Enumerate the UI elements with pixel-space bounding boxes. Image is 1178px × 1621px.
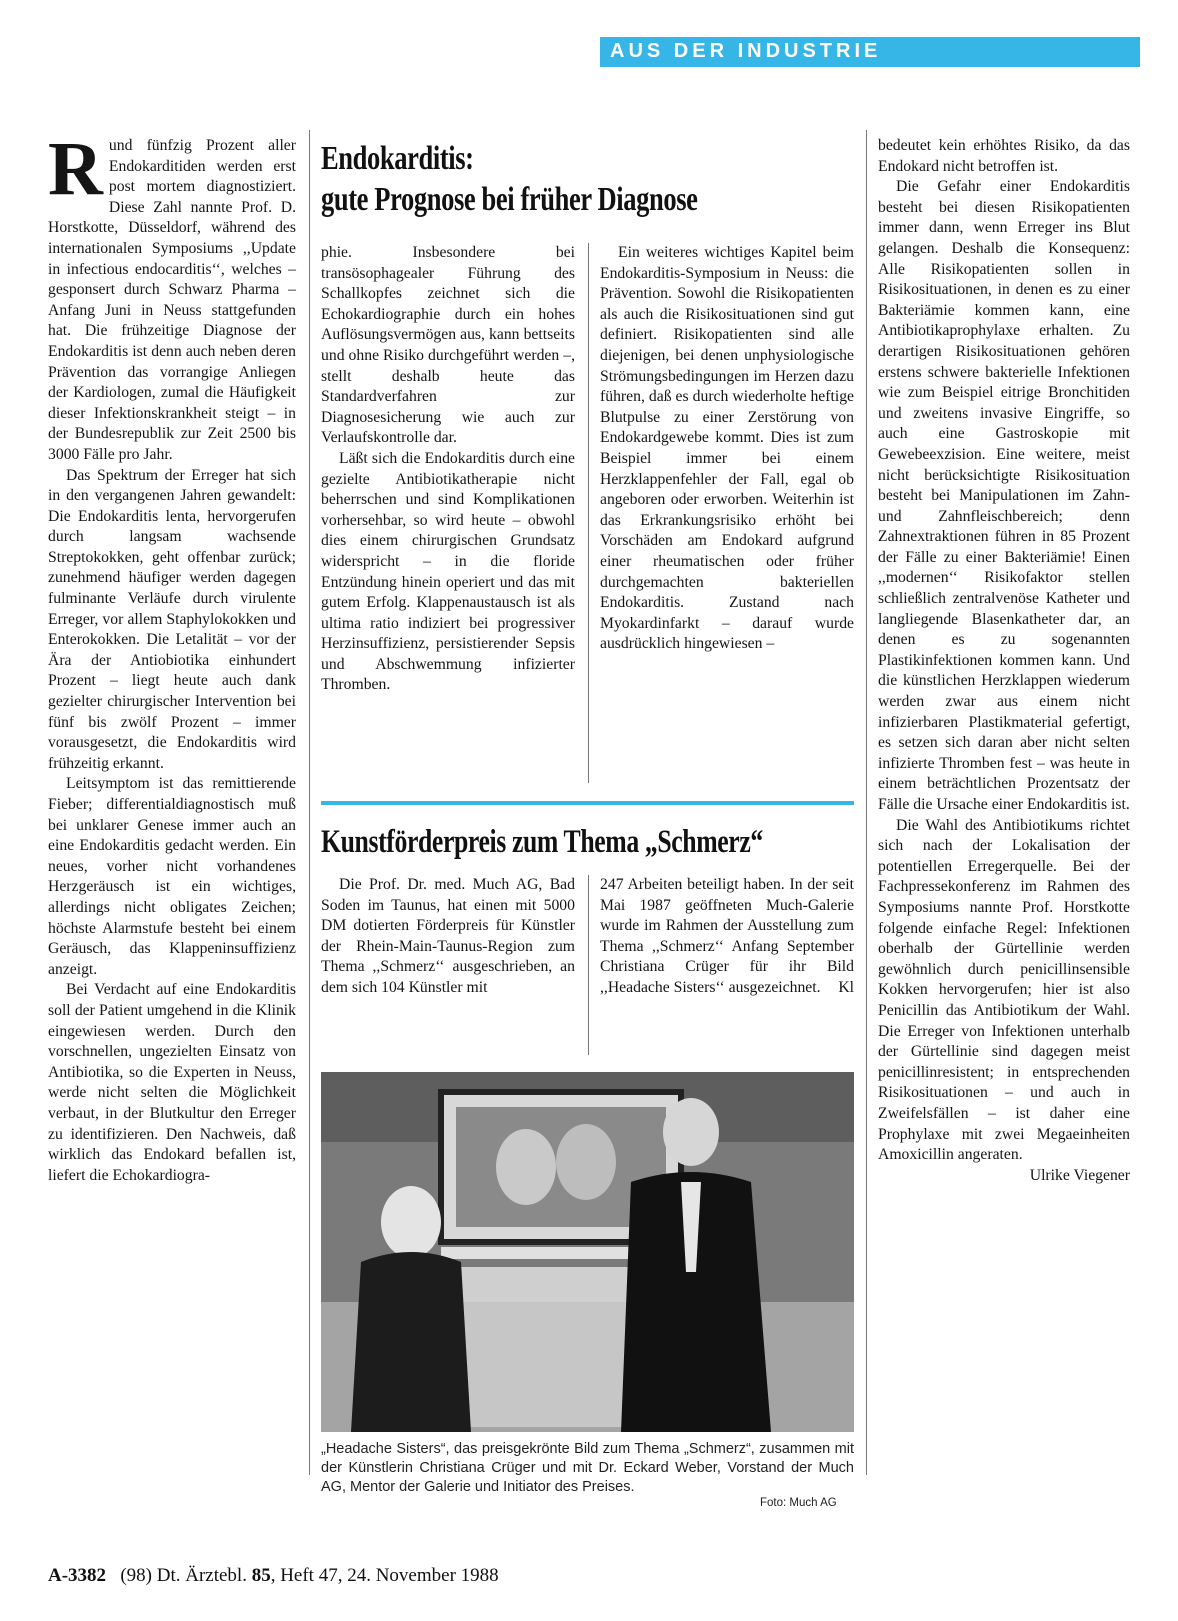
paragraph-text: 247 Arbeiten beteiligt haben. In der seit Mai 1987 geöffneten Much-Galerie wurde im Rahmen der Ausstellung zum Thema ,,Schmerz‘‘ Anfang September Christiana Crüger für ihr Bild ,,Headache Sisters‘‘ ausgezeichnet. — [600, 876, 854, 996]
paragraph: Die Prof. Dr. med. Much AG, Bad Soden im Taunus, hat einen mit 5000 DM dotierten Förderpreis für Künstler der Rhein-Main-Taunus-Region zum Thema ,,Schmerz‘‘ ausgeschrieben, an dem sich 104 Künstler mit — [321, 876, 575, 996]
column-rule — [309, 130, 310, 1475]
photo-credit: Foto: Much AG — [760, 1497, 837, 1509]
drop-cap: R — [48, 127, 103, 211]
author-signature: Kl — [838, 978, 854, 996]
section-banner-label: AUS DER INDUSTRIE — [610, 40, 882, 62]
page-footer — [48, 1565, 499, 1587]
article-column-2 — [321, 243, 575, 696]
article2-column-1 — [321, 875, 575, 999]
article-headline: Kunstförderpreis zum Thema „Schmerz“ — [321, 824, 763, 860]
author-signature: Ulrike Viegener — [1029, 1166, 1130, 1184]
paragraph: Bei Verdacht auf eine Endokarditis soll der Patient umgehend in die Klinik eingewiesen werden. Durch den vorschnellen, ungezielten Einsatz von Antibiotika, so die Experten in Neuss, werde nicht selten die Möglichkeit verbaut, in der Blutkultur den Erreger zu identifizieren. Den Nachweis, daß wirklich das Endokard befallen ist, liefert die Echokardiogra- — [48, 981, 296, 1184]
column-rule — [866, 130, 867, 1475]
journal-ref: (98) Dt. Ärztebl. — [120, 1565, 247, 1586]
paragraph: Ein weiteres wichtiges Kapitel beim Endokarditis-Symposium in Neuss: die Prävention. Sowohl die Risikopatienten als auch die Risikosituationen sind gut definiert. Risikopatienten sind alle diejenigen, bei denen unphysiologische Strömungsbedingungen im Herzen dazu führen, daß es durch wiederholte heftige Blutpulse zu einer Zerstörung von Endokardgewebe kommt. Dies ist zum Beispiel immer bei einem Herzklappenfehler der Fall, egal ob angeboren oder erworben. Weiterhin ist das Erkrankungsrisiko erhöht bei Vorschäden am Endokard aufgrund einer rheumatischen oder früher durchgemachten bakteriellen Endokarditis. Zustand nach Myokardinfarkt – darauf wurde ausdrücklich hingewiesen – — [600, 244, 854, 653]
page-code: A-3382 — [48, 1565, 107, 1586]
photo-illustration — [321, 1072, 854, 1432]
headline-line-2: gute Prognose bei früher Diagnose — [321, 181, 698, 218]
article2-column-2 — [600, 875, 854, 999]
photo-caption: „Headache Sisters“, das preisgekrönte Bild zum Thema „Schmerz“, zusammen mit der Künstlerin Christiana Crüger und mit Dr. Eckard Weber, Vorstand der Much AG, Mentor der Galerie und Initiator des Preises. — [321, 1441, 854, 1495]
paragraph: phie. Insbesondere bei transösophagealer Führung des Schallkopfes zeichnet sich die Echokardiographie durch ein hohes Auflösungsvermögen aus, kann bettseits und ohne Risiko durchgeführt werden –, stellt deshalb heute das Standardverfahren zur Diagnosesicherung wie auch zur Verlaufskontrolle dar. — [321, 244, 575, 447]
paragraph-text: Die Wahl des Antibiotikums richtet sich nach der Lokalisation der potentiellen Erregerquelle. Bei der Fachpressekonferenz im Rahmen des Symposiums nannte Prof. Horstkotte folgende einfache Regel: Infektionen oberhalb der Gürtellinie werden gewöhnlich durch penicillinsensible Kokken hervorgerufen; hier ist also Penicillin das Antibiotikum der Wahl. Die Erreger von Infektionen unterhalb der Gürtellinie sind dagegen meist penicillinresistent; in entsprechenden Risikosituationen – und auch in Zweifelsfällen – ist daher eine Prophylaxe mit zwei Megaeinheiten Amoxicillin angeraten. — [878, 816, 1130, 1164]
paragraph: bedeutet kein erhöhtes Risiko, da das Endokard nicht betroffen ist. — [878, 137, 1130, 175]
issue-date: , Heft 47, 24. November 1988 — [270, 1565, 499, 1586]
paragraph: Die Gefahr einer Endokarditis besteht bei diesen Risikopatienten immer dann, wenn Erreger ins Blut gelangen. Deshalb die Konsequenz: Alle Risikopatienten sollen in Risikosituationen, in denen es zu einer Bakteriämie kommen kann, eine Antibiotikaprophylaxe erhalten. Zu derartigen Risikosituationen gehören erstens schwere bakterielle Infektionen wie zum Beispiel eitrige Bronchitiden und zweitens invasive Eingriffe, so auch eine Gastroskopie mit Gewebeexzision. Eine weitere, meist nicht berücksichtigte Risikosituation besteht bei Manipulationen im Zahn- und Zahnfleischbereich; denn Zahnextraktionen führen in 85 Prozent der Fälle zu einer Bakteriämie! Einen ,,modernen‘‘ Risikofaktor stellen schließlich zentralvenöse Katheter und langliegende Blasenkatheter dar, an denen es zu sogenannten Plastikinfektionen kommen kann. Und die künstlichen Herzklappen wiederum werden zwar aus einem nicht infizierbaren Plastikmaterial gefertigt, es setzen sich daran aber nicht selten infizierte Thromben fest – was heute in einem beträchtlichen Prozentsatz der Fälle die Ursache einer Endokarditis ist. — [878, 178, 1130, 813]
paragraph — [878, 816, 1130, 1184]
column-rule — [588, 243, 589, 783]
paragraph: Leitsymptom ist das remittierende Fieber; differentialdiagnostisch muß bei unklarer Genese immer auch an eine Endokarditis gedacht werden. Ein neues, vorher nicht vorhandenes Herzgeräusch ist ein wichtiges, allerdings nicht obligates Zeichen; höchste Alarmstufe besteht bei einem Geräusch, das Klappeninsuffizienz anzeigt. — [48, 775, 296, 978]
article-column-4 — [878, 136, 1130, 1186]
column-rule — [588, 875, 589, 1055]
paragraph: Läßt sich die Endokarditis durch eine gezielte Antibiotikatherapie nicht beherrschen und sind Komplikationen vorhersehbar, so wird heute – obwohl dies einem chirurgischen Grundsatz widerspricht – in die floride Entzündung hinein operiert und das mit gutem Erfolg. Klappenaustausch ist als ultima ratio indiziert bei progressiver Herzinsuffizienz, persistierender Sepsis und Abschwemmung infizierter Thromben. — [321, 449, 575, 694]
article-separator — [321, 801, 854, 805]
article-column-3 — [600, 243, 854, 655]
press-photo — [321, 1072, 854, 1432]
volume-number: 85 — [251, 1565, 271, 1586]
article-column-1 — [48, 127, 296, 1186]
paragraph: und fünfzig Prozent aller Endokarditiden werden erst post mortem diagnostiziert. Diese Zahl nannte Prof. D. Horstkotte, Düsseldorf, während des internationalen Symposiums ,,Update in infectious endocarditis‘‘, welches – gesponsert durch Schwarz Pharma – Anfang Juni in Neuss stattgefunden hat. Die frühzeitige Diagnose der Endokarditis ist denn auch neben deren Prävention das vorrangige Anliegen der Kardiologen, zumal die Häufigkeit dieser Infektionskrankheit steigt – in der Bundesrepublik zur Zeit 2500 bis 3000 Fälle pro Jahr. — [48, 137, 296, 463]
article-headline — [321, 138, 867, 220]
headline-line-1: Endokarditis: — [321, 140, 474, 177]
paragraph: Das Spektrum der Erreger hat sich in den vergangenen Jahren gewandelt: Die Endokarditis lenta, hervorgerufen durch langsam wachsende Streptokokken, geht offenbar zurück; zunehmend häufiger werden dagegen fulminante Verläufe durch virulente Erreger, vor allem Staphylokokken und Enterokokken. Die Letalität – vor der Ära der Antiobiotika einhundert Prozent – liegt heute auch dank gezielter chirurgischer Intervention bei fünf bis zwölf Prozent – immer vorausgesetzt, die Endokarditis wird frühzeitig erkannt. — [48, 466, 296, 772]
section-banner — [600, 37, 1140, 67]
